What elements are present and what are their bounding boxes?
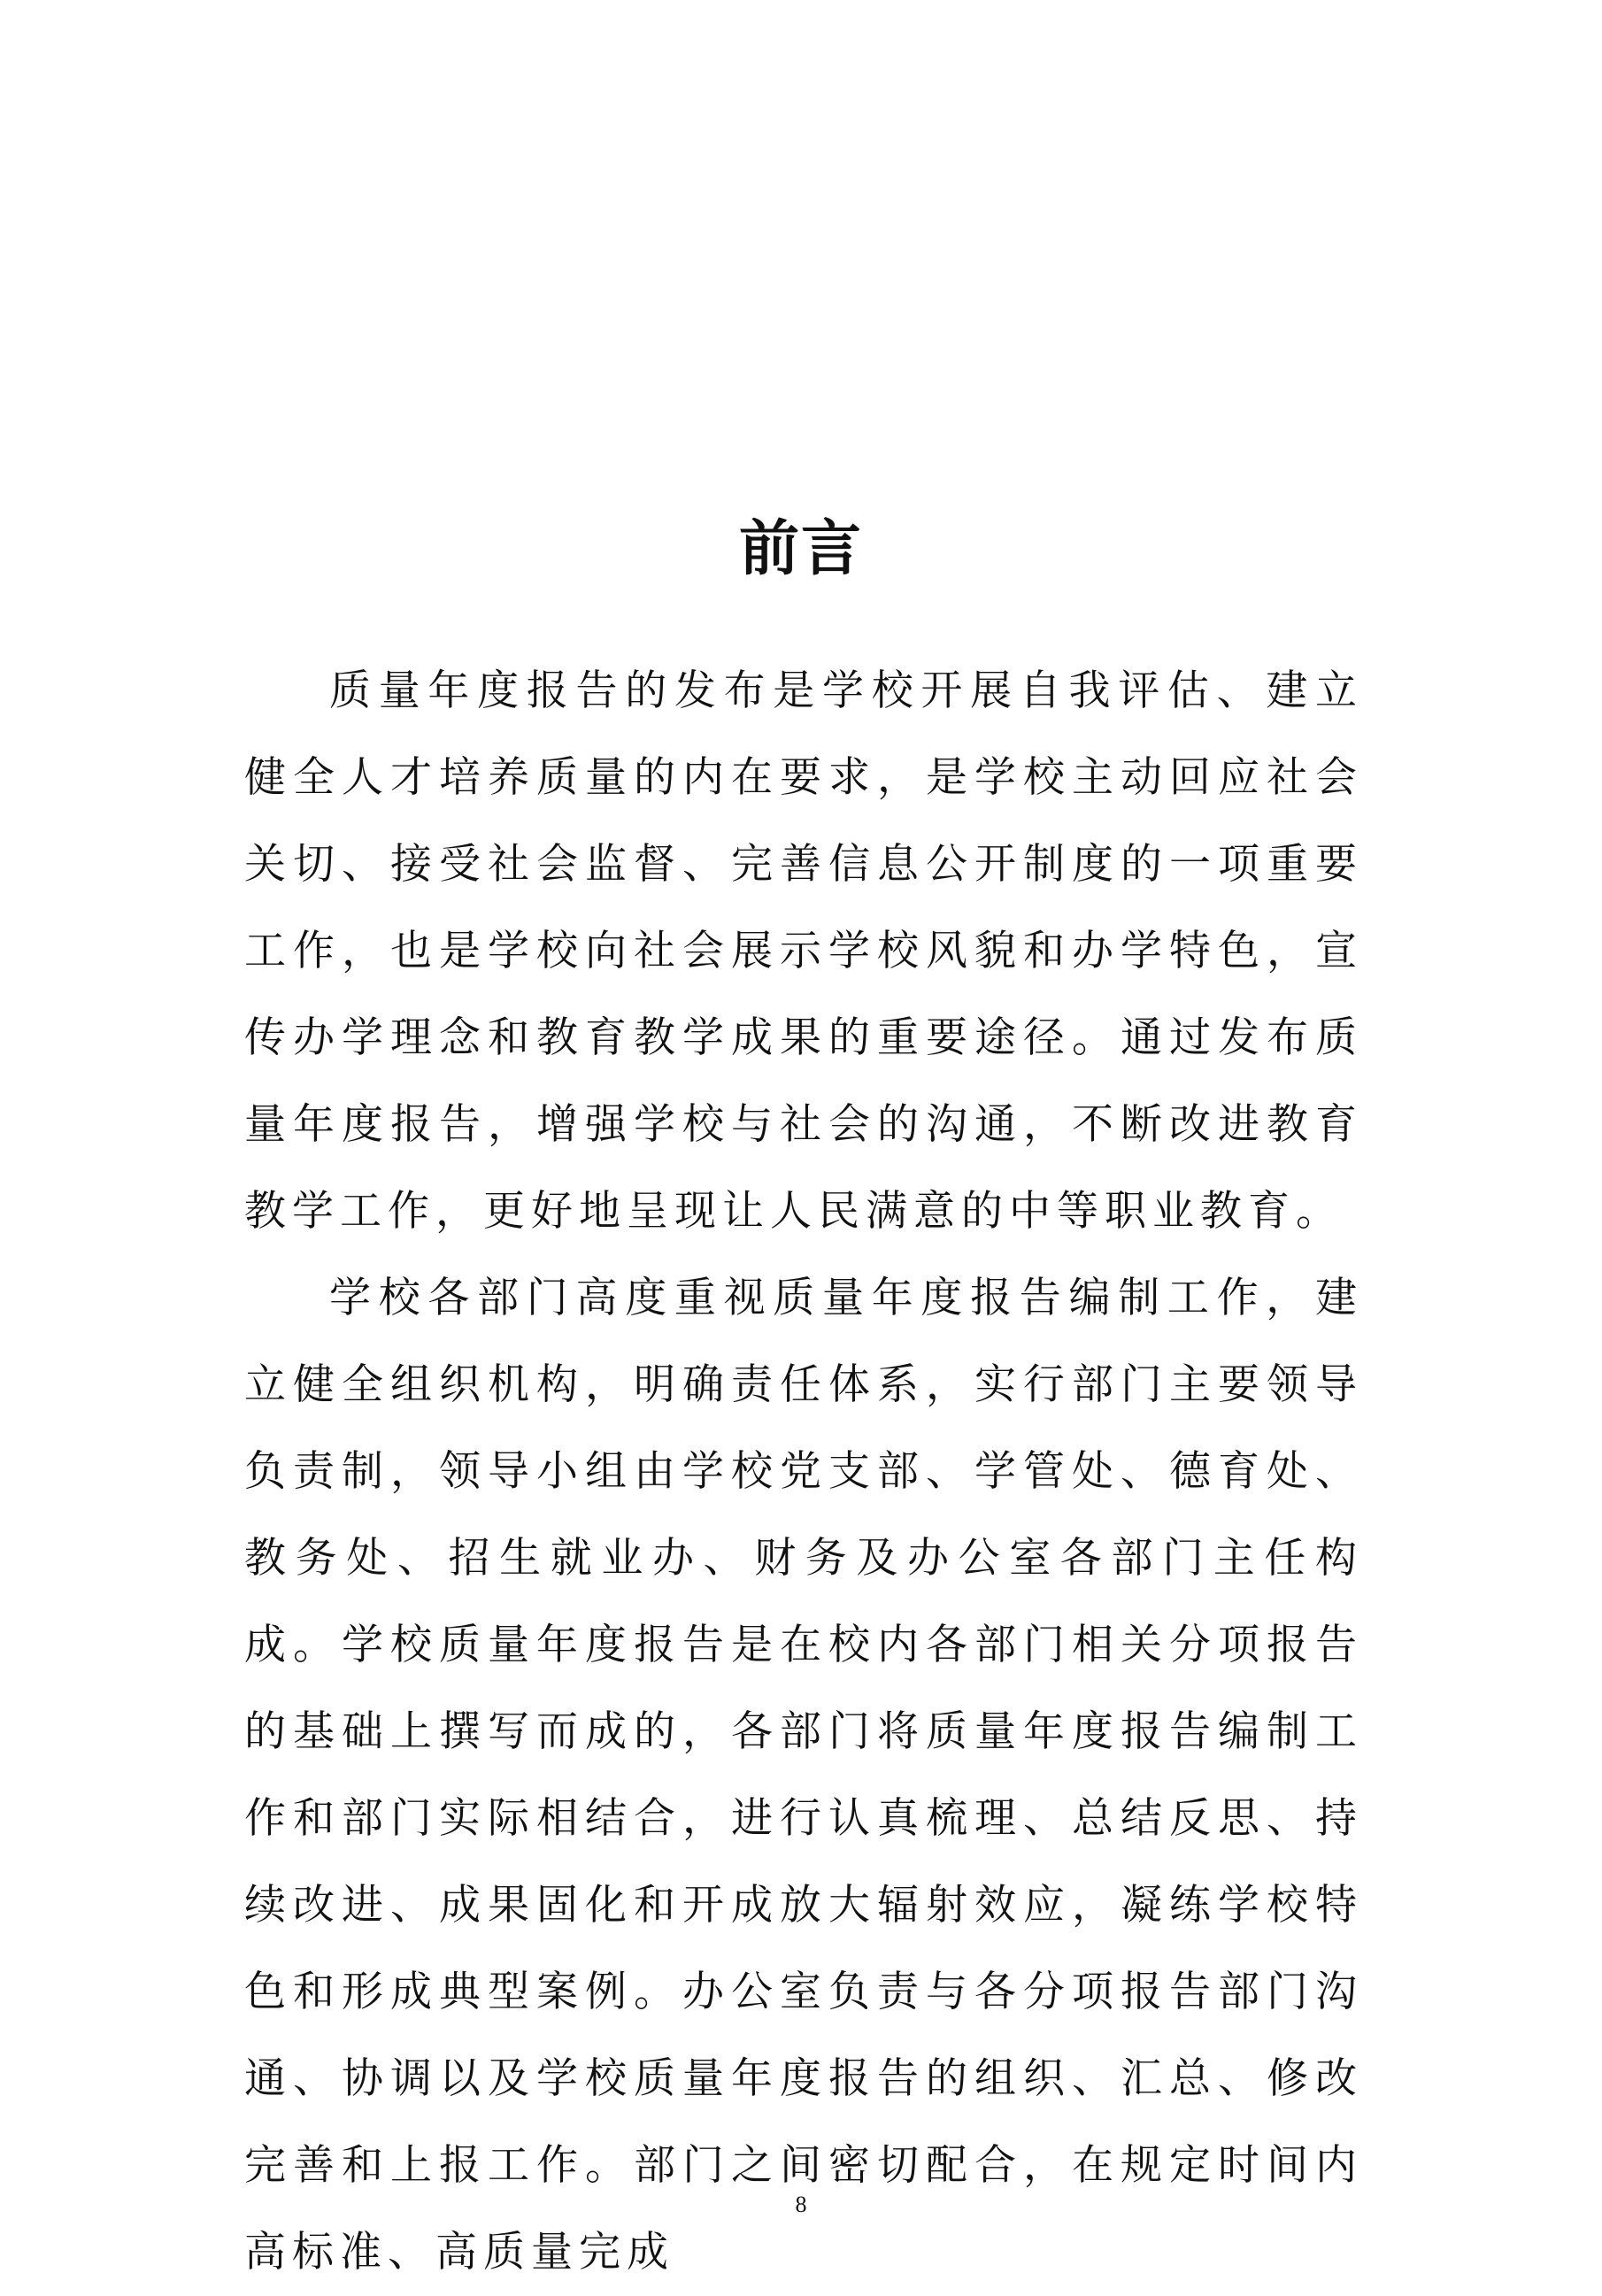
page-number: 8 [795,2192,807,2217]
page-title: 前言 [738,513,863,584]
document-body [244,648,1363,2296]
paragraph-2: 学校各部门高度重视质量年度报告编制工作，建立健全组织机构，明确责任体系，实行部门主要领导负责制，领导小组由学校党支部、学管处、德育处、教务处、招生就业办、财务及办公室各部门主任构成。学校质量年度报告是在校内各部门相关分项报告的基础上撰写而成的，各部门将质量年度报告编制工作和部门实际相结合，进行认真梳理、总结反思、持续改进、成果固化和开成放大辐射效应，凝练学校特色和形成典型案例。办公室负责与各分项报告部门沟通、协调以及学校质量年度报告的组织、汇总、修改完善和上报工作。部门之间密切配合，在规定时间内高标准、高质量完成 [244,1274,1363,2277]
paragraph-1: 质量年度报告的发布是学校开展自我评估、建立健全人才培养质量的内在要求，是学校主动回应社会关切、接受社会监督、完善信息公开制度的一项重要工作，也是学校向社会展示学校风貌和办学特色，宣传办学理念和教育教学成果的重要途径。通过发布质量年度报告，增强学校与社会的沟通，不断改进教育教学工作，更好地呈现让人民满意的中等职业教育。 [244,666,1363,1236]
